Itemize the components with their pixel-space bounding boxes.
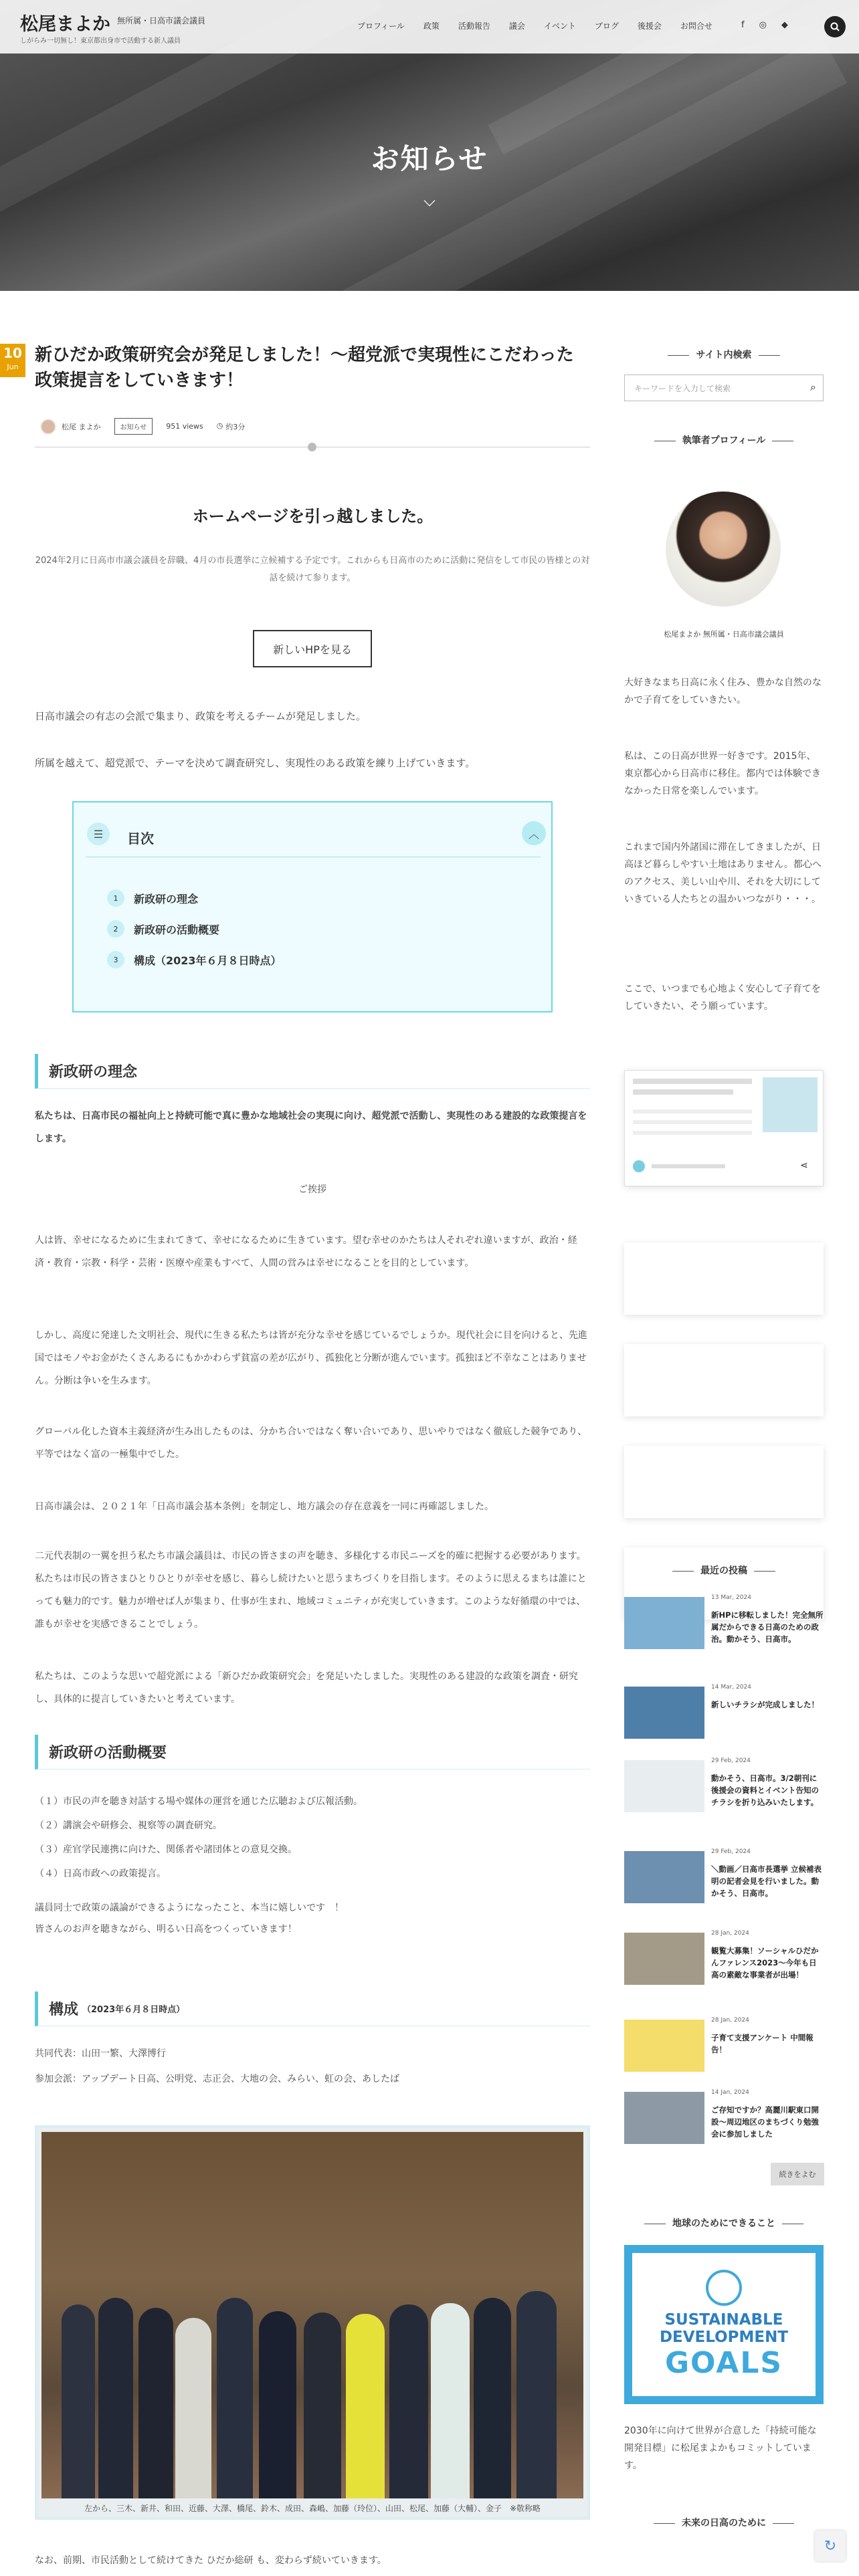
body-paragraph: 私たちは、このような思いで超党派による「新ひだか政策研究会」を発足いたしました。実現性のある建設的な政策を調査・研究し、具体的に提言していきたいと考えています。 <box>35 1671 578 1705</box>
nav-activity[interactable]: 活動報告 <box>458 21 490 31</box>
body-paragraph: なお、前期、市民活動として続けてきた ひだか総研 も、変わらず続いていきます。 <box>35 2555 387 2566</box>
author-name[interactable]: 松尾 まよか <box>62 422 101 431</box>
sdg-banner[interactable]: SUSTAINABLE DEVELOPMENT GOALS <box>624 2245 824 2404</box>
member-groups: 参加会派：アップデート日高、公明党、志正会、大地の会、みらい、虹の会、あしたば <box>35 2074 400 2084</box>
section-heading: 新政研の活動概要 <box>35 1735 590 1769</box>
post-thumbnail[interactable] <box>624 1597 704 1649</box>
date-badge <box>0 344 25 377</box>
nav-policy[interactable]: 政策 <box>423 21 440 31</box>
clock-icon: ◷ <box>216 421 223 430</box>
post-thumbnail[interactable] <box>624 1851 704 1903</box>
co-representatives: 共同代表：山田一繁、大澤博行 <box>35 2048 166 2059</box>
recent-post[interactable]: 14 Jan, 2024 ご存知ですか？高麗川駅東口開設〜周辺地区のまちづくり勉強会に参加しました <box>624 2089 824 2145</box>
instagram-icon[interactable]: ◎ <box>759 20 767 30</box>
body-paragraph: 人は皆、幸せになるために生まれてきて、幸せになるために生きています。望む幸せのかたちは人それぞれ違いますが、政治・経済・教育・宗教・科学・芸術・医療や産業もすべて、人間の営みは幸せになることを目的としています。 <box>35 1235 577 1269</box>
recent-post[interactable]: 28 Jan, 2024 子育て支援アンケート 中間報告！ <box>624 2017 824 2073</box>
toc-item[interactable]: 3 構成（2023年６月８日時点） <box>107 951 282 968</box>
toc-item[interactable]: 1 新政研の理念 <box>107 889 198 907</box>
ad-placeholder <box>624 1344 824 1416</box>
hero-banner <box>0 0 859 291</box>
profile-text: これまで国内外諸国に滞在してきましたが、日高ほど暮らしやすい土地はありません。都心へのアクセス、美しい山や川、それを大切にしていきている人たちとの温かいつながり・・・。 <box>624 842 822 905</box>
sidebar-search-title: サイト内検索 <box>624 348 824 361</box>
post-day: 10 <box>3 345 22 361</box>
toc-toggle-button[interactable]: ︿ <box>522 821 546 845</box>
ad-placeholder <box>624 1446 824 1518</box>
embed-card[interactable] <box>624 1070 824 1186</box>
post-thumbnail[interactable] <box>624 1687 704 1739</box>
sdg-text: 2030年に向けて世界が合意した「持続可能な開発目標」に松尾まよかもコミットしています。 <box>624 2426 817 2471</box>
main-nav <box>348 20 722 31</box>
search-icon[interactable]: ⌕ <box>810 381 816 393</box>
list-item: （２）講演会や研修会、視察等の調査研究。 <box>35 1820 222 1831</box>
un-globe-icon <box>706 2270 742 2306</box>
recent-posts-title: 最近の投稿 <box>624 1564 824 1577</box>
ad-placeholder <box>624 1243 824 1315</box>
author-avatar[interactable] <box>40 419 56 435</box>
recent-post[interactable]: 29 Feb, 2024 ＼動画／日高市長選挙 立候補表明の記者会見を行いました。動かそう、日高市。 <box>624 1848 824 1905</box>
new-hp-button[interactable]: 新しいHPを見る <box>253 630 372 667</box>
post-month: Jun <box>7 362 19 371</box>
body-paragraph: 議員同士で政策の議論ができるようになったこと、本当に嬉しいです ！ <box>35 1903 344 1913</box>
social-links <box>741 20 788 30</box>
body-paragraph: 二元代表制の一翼を担う私たち市議会議員は、市民の皆さまの声を聴き、多様化する市民ニーズを的確に把握する必要があります。私たちは市民の皆さまひとりひとりが幸せを感じ、暮らし続けたいと思うまちづくりを目指します。そのように思えるまちは誰にとっても魅力的です。魅力が増せば人が集まり、仕事が生まれ、地域コミュニティが充実していきます。このような好循環の中では、誰もが幸せを実感できることでしょう。 <box>35 1551 587 1630</box>
sidebar-search-input[interactable]: キーワードを入力して検索 ⌕ <box>624 374 824 401</box>
toc-item[interactable]: 2 新政研の活動概要 <box>107 920 219 938</box>
activity-list <box>35 1790 590 1886</box>
category-tag[interactable]: お知らせ <box>114 418 153 435</box>
nav-council[interactable]: 議会 <box>508 21 525 31</box>
body-paragraph: 日高市議会は、２０２１年「日高市議会基本条例」を制定し、地方議会の存在意義を一同に再確認しました。 <box>35 1501 494 1512</box>
profile-name: 松尾まよか 無所属・日高市議会議員 <box>664 630 784 639</box>
table-of-contents <box>72 801 553 1012</box>
post-title: 新ひだか政策研究会が発足しました！〜超党派で実現性にこだわった政策提言をしていきます！ <box>35 345 574 391</box>
toc-title: 目次 <box>127 831 154 847</box>
greeting-label: ご挨拶 <box>298 1184 326 1195</box>
line-icon[interactable]: ◆ <box>781 20 788 30</box>
group-photo <box>35 2125 590 2520</box>
profile-text: 大好きなまち日高に永く住み、豊かな自然のなかで子育てをしていきたい。 <box>624 677 822 706</box>
nav-event[interactable]: イベント <box>543 21 576 31</box>
toc-header <box>86 817 541 857</box>
body-paragraph: グローバル化した資本主義経済が生み出したものは、分かち合いではなく奪い合いであり、思いやりではなく徹底した競争であり、平等ではなく富の一極集中でした。 <box>35 1426 587 1460</box>
nav-supporters[interactable]: 後援会 <box>637 21 662 31</box>
recent-post[interactable]: 14 Mar, 2024 新しいチラシが完成しました！ <box>624 1684 824 1740</box>
read-time: 約3分 <box>225 422 246 431</box>
nav-blog[interactable]: ブログ <box>594 21 619 31</box>
post-thumbnail[interactable] <box>624 1933 704 1985</box>
photo-caption: 左から、三木、新井、和田、近藤、大澤、橋尾、鈴木、成田、森嶋、加藤（玲位）、山田、松尾、加藤（大輔）、金子 ※敬称略 <box>84 2504 541 2513</box>
list-icon: ☰ <box>87 823 110 845</box>
future-title: 未来の日高のために <box>624 2516 824 2529</box>
profile-text: ここで、いつまでも心地よく安心して子育てをしていきたい、そう願っています。 <box>624 984 821 1012</box>
divider-dot <box>308 443 316 451</box>
list-item: （１）市民の声を聴き対話する場や媒体の運営を通じた広聴および広報活動。 <box>35 1796 363 1807</box>
intro-paragraph: 所属を越えて、超党派で、テーマを決めて調査研究し、実現性のある政策を練り上げていきます。 <box>35 757 476 769</box>
list-item: （３）産官学民連携に向けた、関係者や諸団体との意見交換。 <box>35 1844 297 1855</box>
intro-paragraph: 日高市議会の有志の会派で集まり、政策を考えるチームが発足しました。 <box>35 710 367 722</box>
recent-post[interactable]: 28 Jan, 2024 観覧大募集！ソーシャルひだかんファレンス2023〜今年も日高の素敵な事業者が出場！ <box>624 1930 824 1986</box>
post-thumbnail[interactable] <box>624 2020 704 2072</box>
site-logo[interactable]: 松尾まよか <box>20 14 110 35</box>
section-heading: 新政研の理念 <box>35 1054 590 1089</box>
recent-post[interactable]: 13 Mar, 2024 新HPに移転しました！完全無所属だからできる日高のための政治。動かそう、日高市。 <box>624 1594 824 1650</box>
search-icon <box>830 22 840 31</box>
profile-title: 執筆者プロフィール <box>624 433 824 447</box>
list-item: （４）日高市政への政策提言。 <box>35 1868 166 1879</box>
hero-title: お知らせ <box>371 142 488 175</box>
facebook-icon[interactable]: f <box>741 20 745 30</box>
site-header <box>0 0 859 53</box>
sdg-section-title: 地球のためにできること <box>624 2216 824 2230</box>
site-subtitle: 無所属・日高市議会議員 <box>117 16 206 25</box>
post-thumbnail[interactable] <box>624 1760 704 1812</box>
post-meta <box>40 418 245 435</box>
nav-contact[interactable]: お問合せ <box>680 21 712 31</box>
recaptcha-badge[interactable]: ↻ <box>815 2531 846 2561</box>
view-count: 951 views <box>166 422 203 431</box>
notice-heading: ホームページを引っ越しました。 <box>192 507 434 526</box>
notice-text: 2024年2月に日高市市議会議員を辞職、4月の市長選挙に立候補する予定です。これからも日高市のために活動に発信をして市民の皆様との対話を続けて参ります。 <box>35 556 590 583</box>
nav-profile[interactable]: プロフィール <box>357 21 405 31</box>
body-paragraph: しかし、高度に発達した文明社会、現代に生きる私たちは皆が充分な幸せを感じているでしょうか。現代社会に目を向けると、先進国ではモノやお金がたくさんあるにもかかわらず貧富の差が広がり、孤独化と分断が進んでいます。孤独ほど不幸なことはありません。分断は争いを生みます。 <box>35 1330 587 1386</box>
share-icon[interactable]: ⋖ <box>800 1160 808 1171</box>
body-paragraph: 皆さんのお声を聴きながら、明るい日高をつくっていきます！ <box>35 1924 297 1935</box>
site-tagline: しがらみ一切無し！東京都出身市で活動する新人議員 <box>20 37 181 45</box>
philosophy-lead: 私たちは、日高市民の福祉向上と持続可能で真に豊かな地域社会の実現に向け、超党派で活動し、実現性のある建設的な政策提言をします。 <box>35 1111 587 1144</box>
header-search-button[interactable] <box>824 16 846 37</box>
post-thumbnail[interactable] <box>624 2092 704 2144</box>
profile-text: 私は、この日高が世界一好きです。2015年、東京都心から日高市に移住。都内では体験できなかった日常を楽しんでいます。 <box>624 751 821 796</box>
recent-post[interactable]: 29 Feb, 2024 動かそう、日高市。3/2朝刊に後援会の資料とイベント告知のチラシを折り込みいたします。 <box>624 1757 824 1814</box>
chevron-down-icon[interactable] <box>424 195 436 207</box>
read-more-button[interactable]: 続きをよむ <box>771 2163 824 2185</box>
section-heading: 構成 （2023年６月８日時点） <box>35 1992 590 2026</box>
profile-photo <box>666 492 781 607</box>
photo-image <box>41 2132 583 2498</box>
